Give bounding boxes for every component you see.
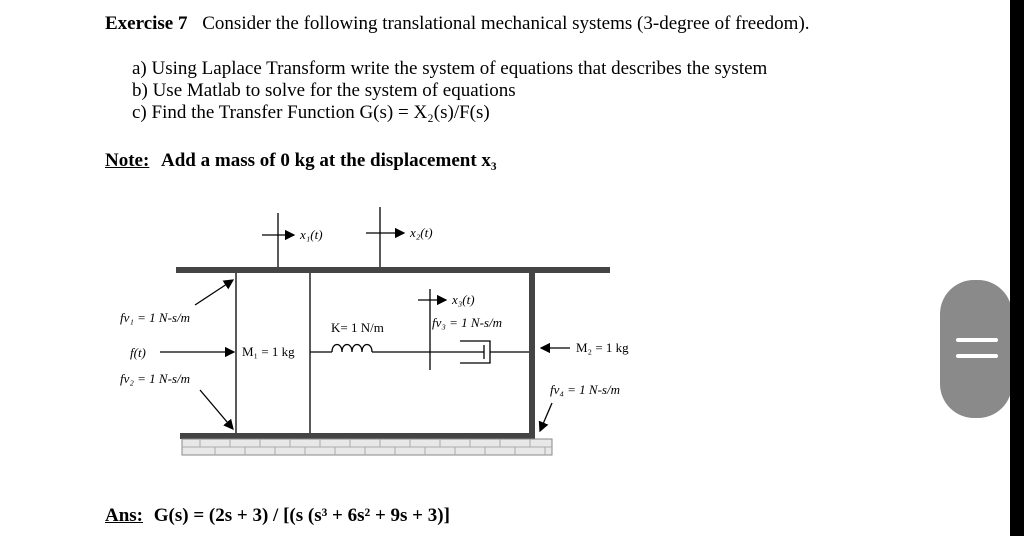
x3-label: x₃(t)	[452, 292, 475, 307]
x1-label: x₁(t)	[300, 227, 323, 242]
note-text: Add a mass of 0 kg at the displacement x₃	[161, 150, 497, 171]
m1-label: M₁ = 1 kg	[242, 344, 295, 359]
m2-frame-right	[529, 267, 535, 439]
m2-label: M₂ = 1 kg	[576, 340, 629, 355]
task-list	[132, 58, 767, 124]
spring-coil	[332, 345, 372, 353]
exercise-number: Exercise 7	[105, 13, 188, 34]
mechanical-system-diagram	[100, 195, 660, 465]
exercise-heading	[105, 13, 810, 35]
task-item-c: c) Find the Transfer Function G(s) = X₂(s)/F(s)	[132, 102, 490, 123]
fv4-label: fv₄ = 1 N-s/m	[550, 382, 620, 397]
m2-frame-bottom	[180, 433, 535, 439]
exercise-description: Consider the following translational mechanical systems (3-degree of freedom).	[202, 13, 810, 34]
m2-frame-top	[176, 267, 610, 273]
fv1-label: fv₁ = 1 N-s/m	[120, 310, 190, 325]
grip-line-icon	[956, 338, 998, 342]
x2-label: x₂(t)	[410, 225, 433, 240]
spring-label: K= 1 N/m	[331, 320, 384, 335]
right-edge-bar	[1010, 0, 1024, 536]
answer-formula: G(s) = (2s + 3) / [(s (s³ + 6s² + 9s + 3)]	[153, 505, 450, 526]
answer	[105, 505, 450, 527]
fv2-label: fv₂ = 1 N-s/m	[120, 371, 190, 386]
force-label: f(t)	[130, 345, 146, 360]
note-label: Note:	[105, 150, 150, 171]
grip-line-icon	[956, 354, 998, 358]
answer-label: Ans:	[105, 505, 144, 526]
task-item-b: b) Use Matlab to solve for the system of equations	[132, 80, 516, 101]
scroll-handle[interactable]	[940, 280, 1010, 418]
task-item-a: a) Using Laplace Transform write the system of equations that describes the system	[132, 58, 768, 79]
note	[105, 150, 497, 172]
fv3-label: fv₃ = 1 N-s/m	[432, 315, 502, 330]
